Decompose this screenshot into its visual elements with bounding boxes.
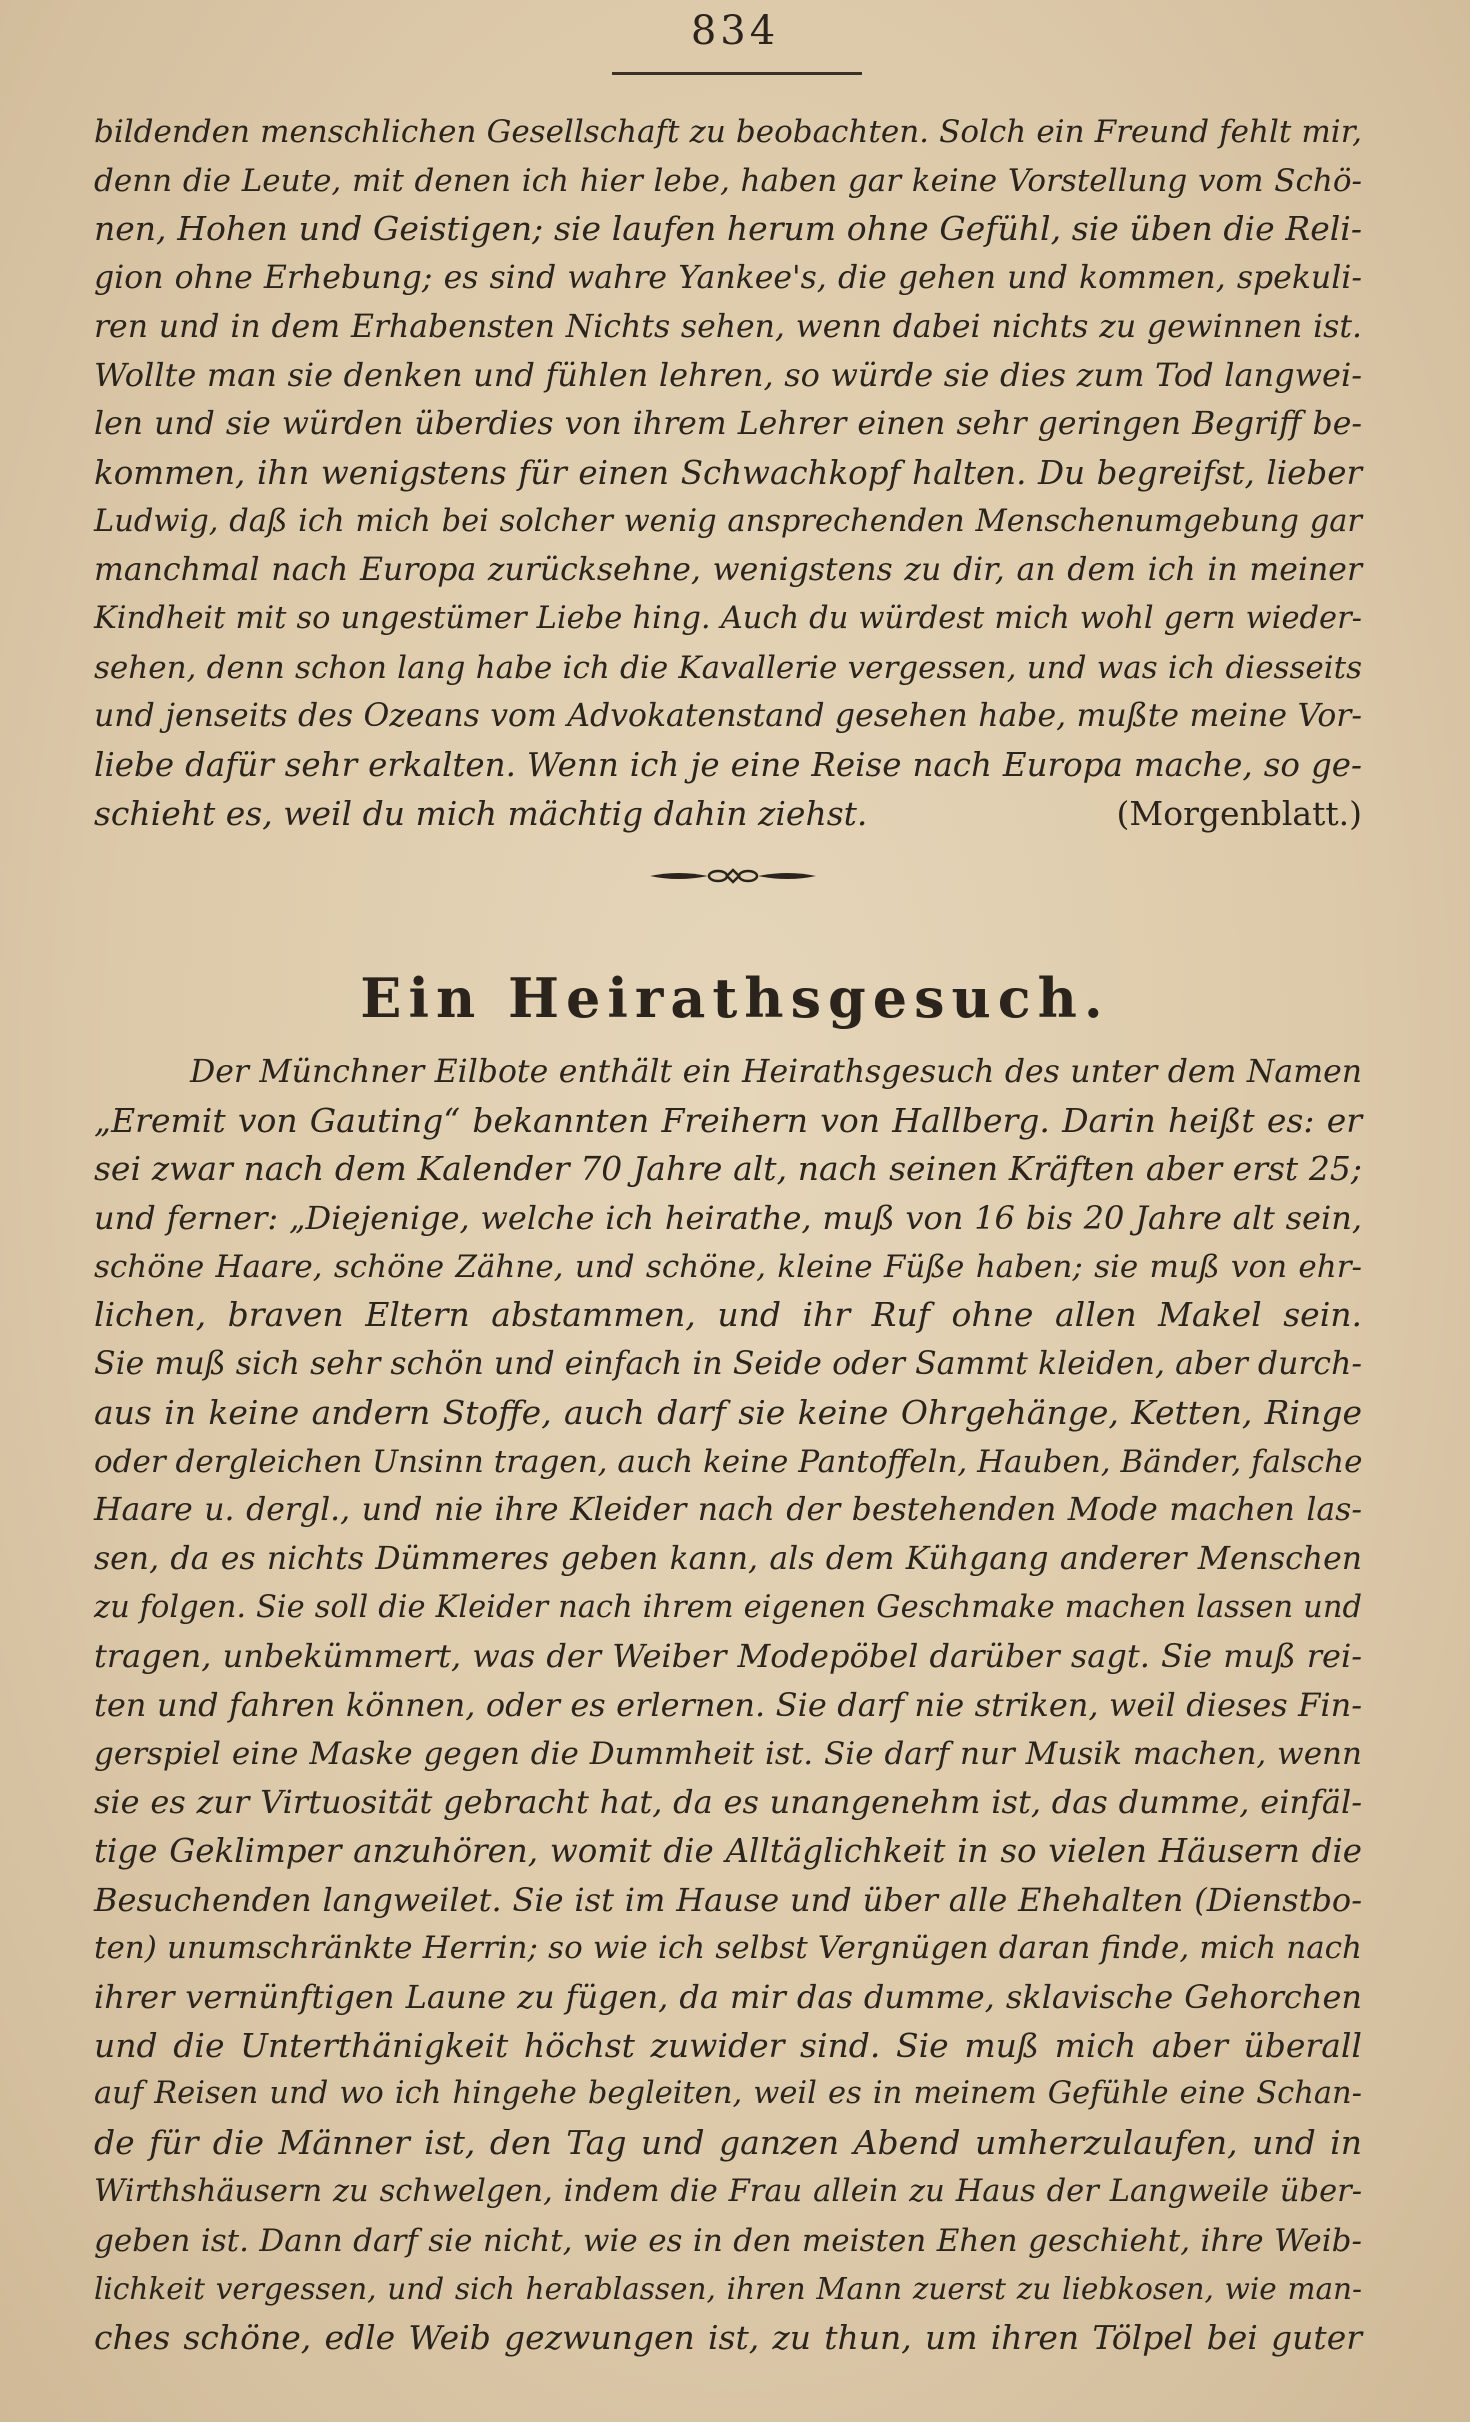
article-text (94, 1048, 1362, 2363)
text-line: gion ohne Erhebung; es sind wahre Yankee's, die gehen und kommen, spekuli- (94, 260, 1362, 297)
text-line: Sie muß sich sehr schön und einfach in Seide oder Sammt kleiden, aber durch- (94, 1346, 1362, 1383)
text-line: schöne Haare, schöne Zähne, und schöne, kleine Füße haben; sie muß von ehr- (94, 1248, 1362, 1285)
text-line-content: schieht es, weil du mich mächtig dahin ziehst. (94, 793, 868, 833)
text-line: ten und fahren können, oder es erlernen. Sie darf nie striken, weil dieses Fin- (94, 1685, 1362, 1724)
text-line: auf Reisen und wo ich hingehe begleiten, weil es in meinem Gefühle eine Schan- (94, 2076, 1362, 2112)
text-line: geben ist. Dann darf sie nicht, wie es in den meisten Ehen geschieht, ihre Weib- (94, 2222, 1362, 2259)
text-line: Besuchenden langweilet. Sie ist im Hause und über alle Ehehalten (Dienstbo- (94, 1880, 1362, 1919)
text-line: len und sie würden überdies von ihrem Lehrer einen sehr geringen Begriff be- (94, 406, 1362, 443)
text-line: tragen, unbekümmert, was der Weiber Modepöbel darüber sagt. Sie muß rei- (94, 1637, 1362, 1676)
text-line: Haare u. dergl., und nie ihre Kleider nach der bestehenden Mode machen las- (94, 1492, 1362, 1529)
text-line: ches schöne, edle Weib gezwungen ist, zu thun, um ihren Tölpel bei guter (94, 2317, 1362, 2357)
text-line: Kindheit mit so ungestümer Liebe hing. Auch du würdest mich wohl gern wieder- (94, 600, 1362, 636)
text-line: sehen, denn schon lang habe ich die Kavallerie vergessen, und was ich diesseits (94, 649, 1362, 686)
text-line: kommen, ihn wenigstens für einen Schwachkopf halten. Du begreifst, lieber (94, 453, 1362, 492)
ornament-divider (648, 864, 818, 888)
text-line: gerspiel eine Maske gegen die Dummheit ist. Sie darf nur Musik machen, wenn (94, 1735, 1362, 1772)
text-line: Wirthshäusern zu schwelgen, indem die Frau allein zu Haus der Langweile über- (94, 2173, 1362, 2209)
text-line: zu folgen. Sie soll die Kleider nach ihrem eigenen Geschmake machen lassen und (94, 1589, 1362, 1625)
text-line: liebe dafür sehr erkalten. Wenn ich je eine Reise nach Europa mache, so ge- (94, 745, 1362, 784)
text-line-last (94, 790, 1362, 839)
previous-article-text (94, 108, 1362, 838)
text-line: sei zwar nach dem Kalender 70 Jahre alt, nach seinen Kräften aber erst 25; (94, 1149, 1362, 1189)
article-title: Ein Heirathsgesuch. (360, 966, 1110, 1030)
text-line: bildenden menschlichen Gesellschaft zu beobachten. Solch ein Freund fehlt mir, (94, 114, 1362, 150)
text-line: lichkeit vergessen, und sich herablassen, ihren Mann zuerst zu liebkosen, wie man- (94, 2272, 1362, 2307)
text-line: denn die Leute, mit denen ich hier lebe, haben gar keine Vorstellung vom Schö- (94, 162, 1362, 199)
text-line: und jenseits des Ozeans vom Advokatenstand gesehen habe, mußte meine Vor- (94, 698, 1362, 735)
text-line: nen, Hohen und Geistigen; sie laufen herum ohne Gefühl, sie üben die Reli- (94, 209, 1362, 249)
page-number: 834 (690, 8, 780, 54)
header-rule (612, 72, 862, 75)
text-line: Wollte man sie denken und fühlen lehren, so würde sie dies zum Tod langwei- (94, 356, 1362, 395)
text-line: lichen, braven Eltern abstammen, und ihr Ruf ohne allen Makel sein. (94, 1295, 1362, 1335)
text-line: Ludwig, daß ich mich bei solcher wenig ansprechenden Menschenumgebung gar (94, 503, 1362, 539)
text-line: ren und in dem Erhabensten Nichts sehen, wenn dabei nichts zu gewinnen ist. (94, 308, 1362, 345)
source-attribution: (Morgenblatt.) (1116, 793, 1362, 833)
text-line: ihrer vernünftigen Laune zu fügen, da mir das dumme, sklavische Gehorchen (94, 1978, 1362, 2017)
text-line: sie es zur Virtuosität gebracht hat, da es unangenehm ist, das dumme, einfäl- (94, 1783, 1362, 1822)
text-line: oder dergleichen Unsinn tragen, auch keine Pantoffeln, Hauben, Bänder, falsche (94, 1443, 1363, 1480)
text-line: und ferner: „Diejenige, welche ich heirathe, muß von 16 bis 20 Jahre alt sein, (94, 1199, 1362, 1238)
text-line: manchmal nach Europa zurücksehne, wenigstens zu dir, an dem ich in meiner (94, 552, 1362, 589)
text-line: aus in keine andern Stoffe, auch darf sie keine Ohrgehänge, Ketten, Ringe (94, 1392, 1362, 1432)
text-line: und die Unterthänigkeit höchst zuwider sind. Sie muß mich aber überall (94, 2025, 1362, 2065)
text-line: „Eremit von Gauting“ bekannten Freihern von Hallberg. Darin heißt es: er (94, 1100, 1362, 1140)
text-line: sen, da es nichts Dümmeres geben kann, als dem Kühgang anderer Menschen (94, 1540, 1362, 1577)
text-line: ten) unumschränkte Herrin; so wie ich selbst Vergnügen daran finde, mich nach (94, 1930, 1362, 1967)
text-line: Der Münchner Eilbote enthält ein Heirathsgesuch des unter dem Namen (190, 1054, 1362, 1090)
text-line: tige Geklimper anzuhören, womit die Alltäglichkeit in so vielen Häusern die (94, 1832, 1362, 1870)
text-line: de für die Männer ist, den Tag und ganzen Abend umherzulaufen, und in (94, 2123, 1362, 2163)
